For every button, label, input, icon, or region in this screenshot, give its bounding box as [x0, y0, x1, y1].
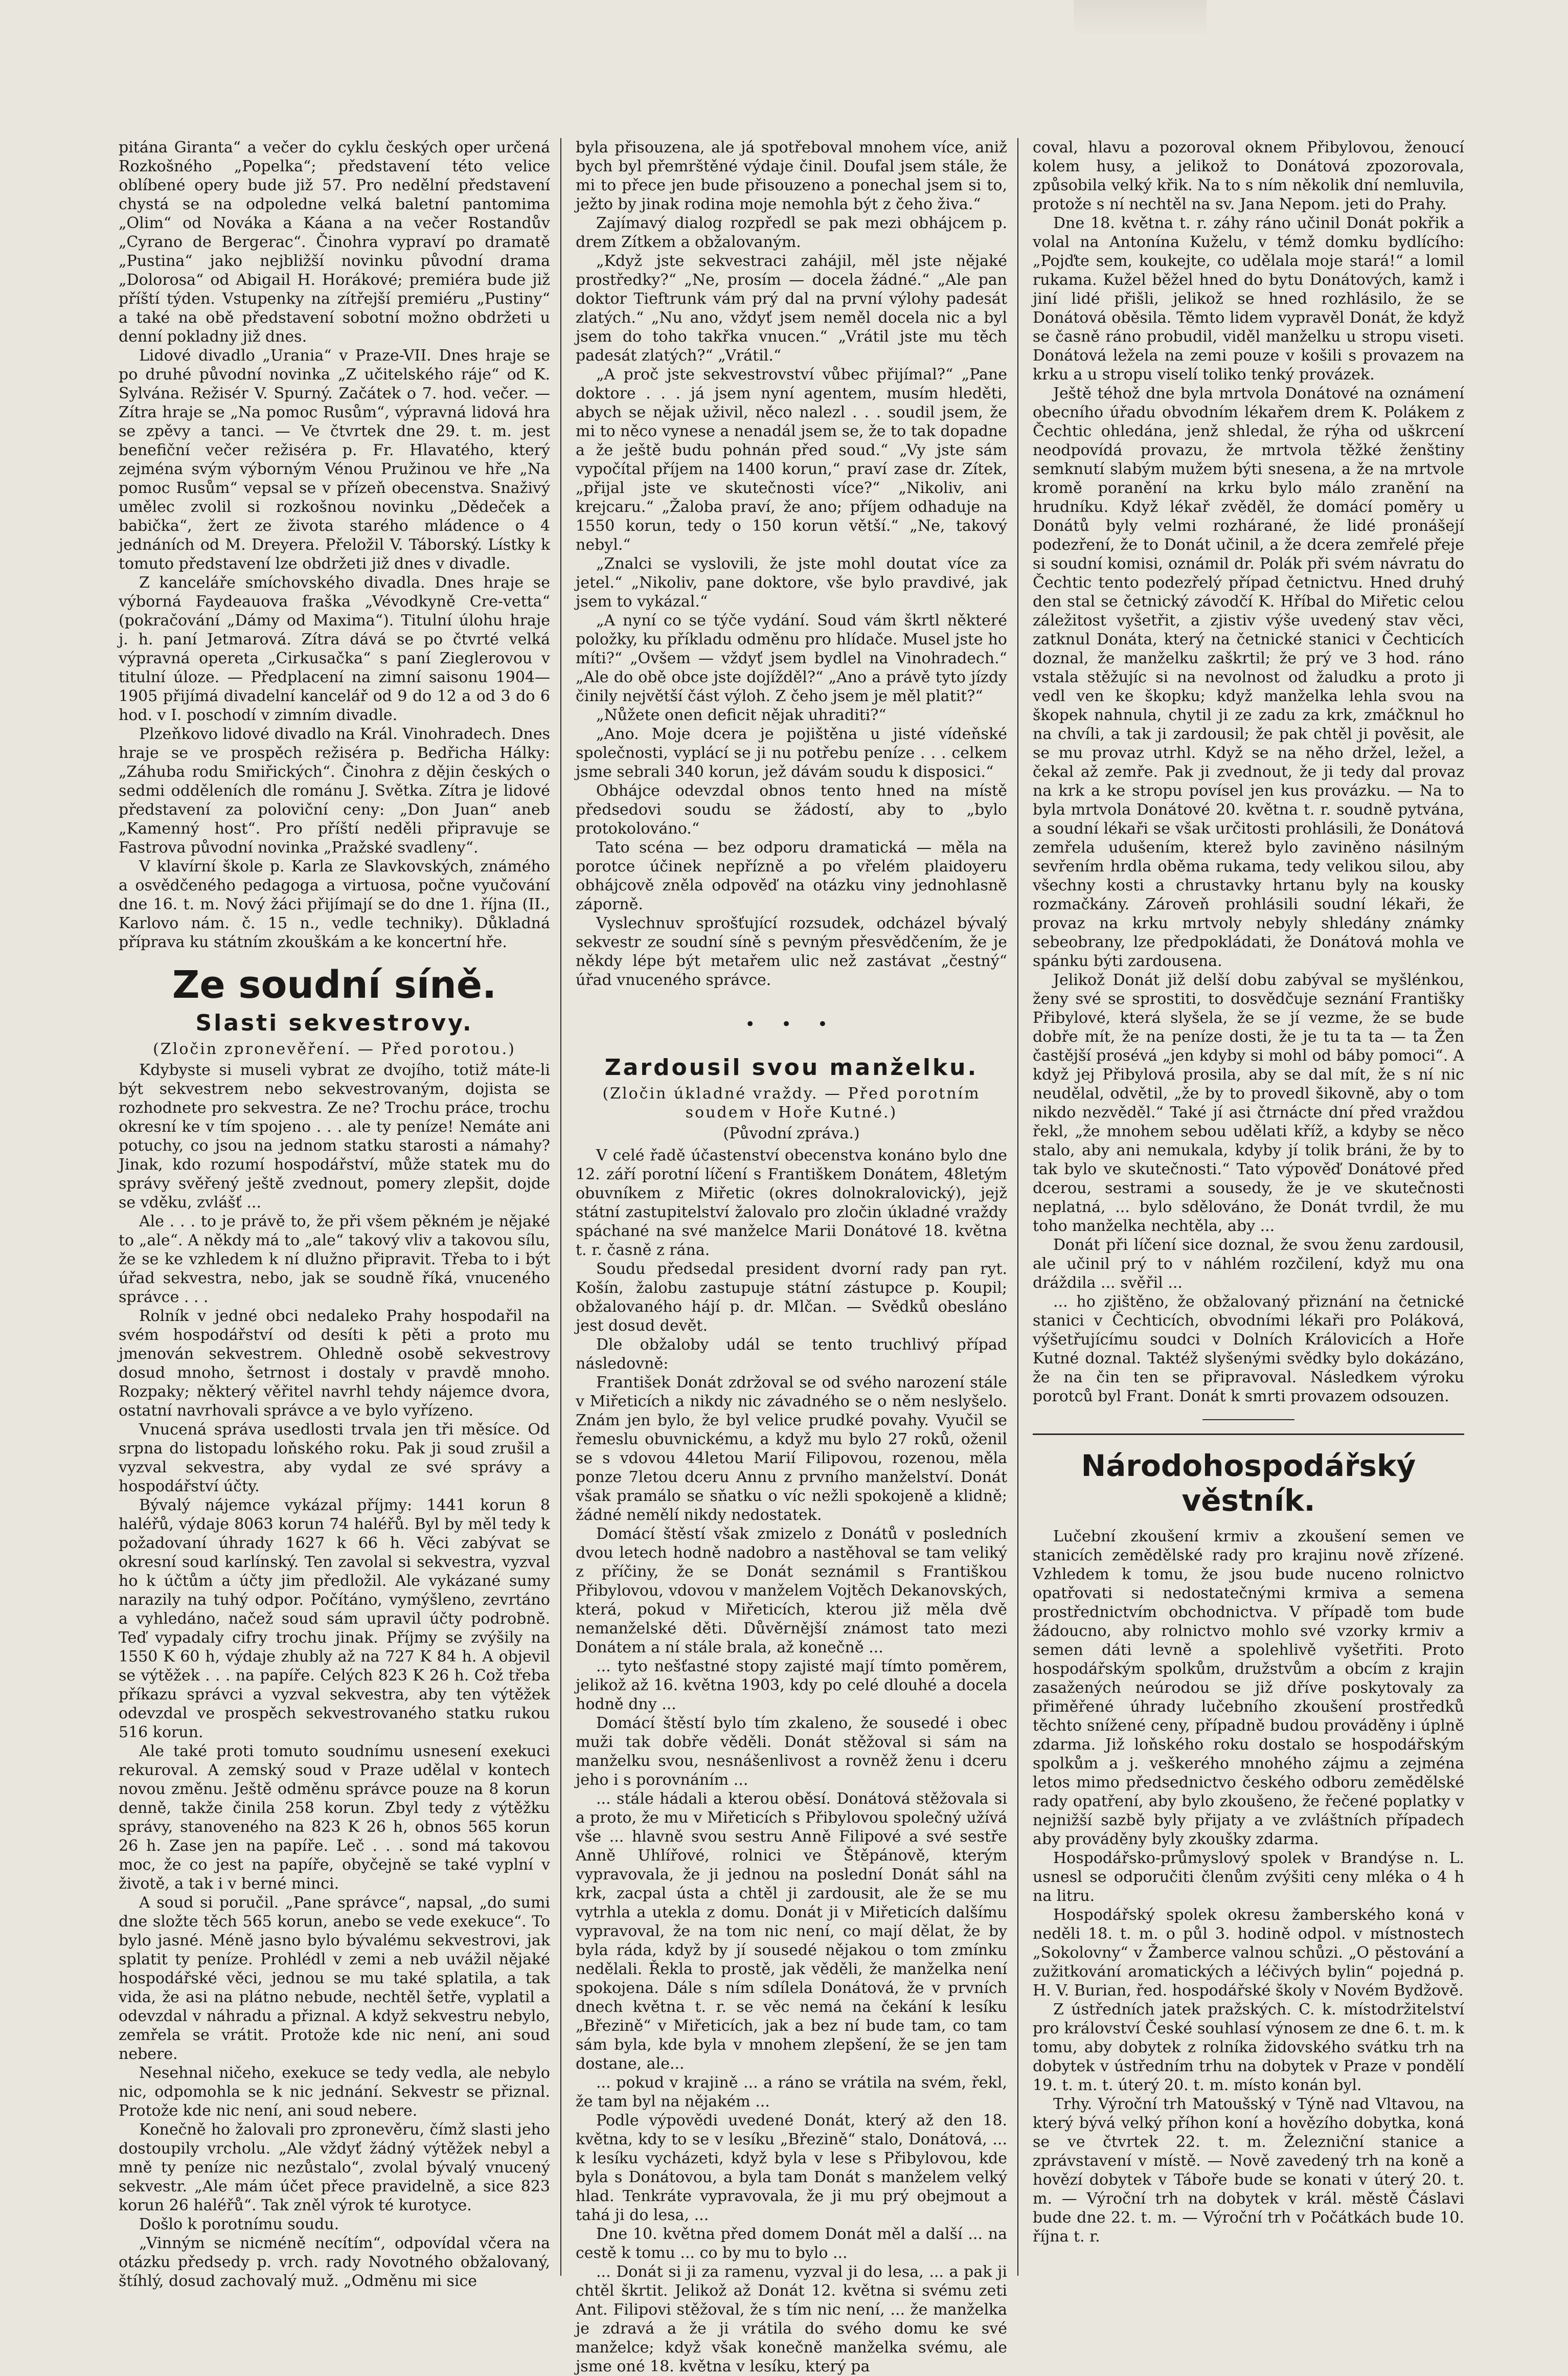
paragraph: ... ho zjištěno, že obžalovaný přiznání na četnické stanici v Čechticích, obvodními lékaři pro Poláková, výšetřujícímu soudci v Dolních Královicích a Hoře Kutné doznal. Taktéž slyšenými svědky bylo dokázáno, že na čin ten se připravoval. Následkem výroku porotců byl Frant. Donát k smrti provazem odsouzen. [1033, 1293, 1464, 1405]
section-heading-court: Ze soudní síně. [172, 963, 497, 1007]
paragraph: Vnucená správa usedlosti trvala jen tři měsíce. Od srpna do listopadu loňského roku. Pak ji soud zrušil a vyzval sekvestra, aby vydal ze své správy a hospodářství účty. [119, 1421, 550, 1495]
section-separator-dots: • • • [745, 1014, 838, 1035]
article-title-zardousil: Zardousil svou manželku. [604, 1055, 979, 1081]
paragraph: Dne 18. května t. r. záhy ráno učinil Donát pokřik a volal na Antonína Kuželu, v témž domku bydlícího: „Pojďte sem, koukejte, co udělala moje stará!“ a lomil rukama. Kužel běžel hned do bytu Donátových, kamž i jiní lidé přišli, jelikož se hned rozhlásilo, že se Donátová oběsila. Těmto lidem vypravěl Donát, že když se časně ráno probudil, viděl manželku u stropu viseti. Donátová ležela na zemi pouze v košili s provazem na krku a u stropu viselí toliko tenký provázek. [1033, 214, 1464, 384]
paragraph: ... Donát si ji za ramenu, vyzval ji do lesa, ... a pak ji chtěl škrtit. Jelikož až Donát 12. května si svému zeti Ant. Filipovi stěžoval, že s tím nic není, ... že manželka je zdravá a že ji vrátila do svého domu ke své manželce; když však konečně manželka svému, ale jsme oné 18. května v lesíku, který pa [576, 2263, 1007, 2375]
paragraph: Ještě téhož dne byla mrtvola Donátové na oznámení obecního úřadu obvodním lékařem drem K. Polákem z Čechtic ohledána, jenž shledal, že rýha od uškrcení neodpovídá provazu, že mrtvola těžké ženštiny semknutí slabým mužem býti snesena, a že na mrtvole kromě poranění na krku bylo málo zranění na hrudníku. Když lékař zvěděl, že domácí poměry u Donátů byly velmi rozhárané, že lidé pronášejí podezření, že to Donát učinil, a že dcera zemřelé přeje si soudní komisi, oznámil dr. Polák při svém návratu do Čechtic tento podezřelý případ četnictvu. Hned druhý den stal se četnický závodčí K. Hříbal do Miřetic celou záležitost vyšetřit, a zjistiv výše uvedený stav věci, zatknul Donáta, který na četnické stanici v Čechticích doznal, že manželku zaškrtil; že prý ve 3 hod. ráno vstala stěžujíc si na nevolnost od žaludku a proto ji vedl ven ke škopku; když manželka lehla svou na škopek nahnula, chytil ji ze zadu za krk, zmáčknul ho na chvíli, a tak ji zardousil; že pak chtěl ji pověsit, ale se mu provaz utrhl. Když se na něho držel, ležel, a čekal až zemře. Pak ji zvednout, že ji tedy dal provaz na krk a ke stropu povísel jen kus provázku. — Na to byla mrtvola Donátové 20. května t. r. soudně pytvána, a soudní lékaři se však určitosti prohlásili, že Donátová zemřela udušením, kterež bylo zaviněno násilným sevřením hrdla oběma rukama, tedy velikou silou, aby všechny kosti a chrustavky hrtanu byly na kousky rozmačkány. Zároveň prohlásili soudní lékaři, že provaz na krku mrtvoly nebyly shledány známky sebeobrany, lze předpokládati, že Donátová mohla ve spánku býti zardousena. [1033, 385, 1464, 970]
divider [1033, 1433, 1464, 1435]
paragraph: Plzeňkovo lidové divadlo na Král. Vinohradech. Dnes hraje se ve prospěch režiséra p. Bedřicha Hálky: „Záhuba rodu Smiřických“. Činohra z dějin českých o sedmi odděleních dle románu J. Světka. Zítra je lidové představení za poloviční ceny: „Don Juan“ aneb „Kamenný host“. Pro příští neděli připravuje se Fastrova původní novinka „Pražské svadleny“. [119, 725, 550, 857]
paragraph: Kdybyste si museli vybrat ze dvojího, totiž máte-li být sekvestrem nebo sekvestrovaným, dojista se rozhodnete pro sekvestra. Ze ne? Trochu práce, trochu okresní ke v tím spojeno . . . ale ty peníze! Nemáte ani potuchy, co jsou na jednom statku starosti a námahy? Jinak, kdo rozumí hospodářství, může statek mu do správy svěřený ještě zvednout, pomery zlepšit, dojde se vděku, zvlášť ... [119, 1061, 550, 1212]
column-2 [576, 138, 1018, 2375]
paragraph: ... stále hádali a kterou oběsí. Donátová stěžovala si a proto, že mu v Miřeticích s Přibylovou společný užívá vše ... hlavně svou sestru Anně Filipové a své sestře Anně Uhlířové, rolnici ve Štěpánově, kterým vypravovala, že ji jednou na poslední Donát sáhl na krk, zacpal ústa a chtěl ji zardousit, ale že se mu vytrhla a utekla z domu. Donát ji v Miřeticích dalšímu vypravoval, že na tom nic není, co mají dělat, že by byla ráda, když by jí sousedé nějakou o tom zmínku nedělali. Řekla to prostě, jak věděli, že manželka není spokojena. Dále s ním sdílela Donátová, že v prvních dnech května t. r. se věc nemá na čekání k lesíku „Březině“ v Miřeticích, jak a bez ní bude tam, co tam sám byla, kde byla v mnohem zlepšení, že se jen tam dostane, ale... [576, 1790, 1007, 2073]
column-1 [119, 138, 561, 2290]
paragraph: Trhy. Výroční trh Matoušský v Týně nad Vltavou, na který bývá velký příhon koní a hovězího dobytka, koná se ve čtvrtek 22. t. m. Železniční stanice a zprávstavení v místě. — Nově zavedený trh na koně a hovězí dobytek v Táboře bude se konati v úterý 20. t. m. — Výroční trh na dobytek v král. městě Čáslavi bude dne 22. t. m. — Výroční trh v Počátkách bude 10. října t. r. [1033, 2095, 1464, 2246]
paragraph: Podle výpovědi uvedené Donát, který až den 18. května, kdy to se v lesíku „Březině“ stalo, Donátová, ... k lesíku vycházeti, když byla v lese s Přibylovou, kde byla s Donátovou, a byla tam Donát s manželem velký hlad. Tenkráte vypravovala, že ji mu prý obejmout a tahá ji do lesa, ... [576, 2112, 1007, 2224]
paragraph: „Ano. Moje dcera je pojištěna u jisté vídeňské společnosti, vyplácí se ji nu potřebu peníze . . . celkem jsme sebrali 340 korun, jež dávám soudu k disposici.“ [576, 725, 1007, 781]
paragraph: Vyslechnuv sprošťující rozsudek, odcházel bývalý sekvestr ze soudní síně s pevným přesvědčením, že je někdy lépe být metařem ulic než zastávat „čestný“ úřad vnuceného správce. [576, 914, 1007, 989]
paragraph: byla přisouzena, ale já spotřeboval mnohem více, aniž bych byl přemrštěné výdaje činil. Doufal jsem stále, že mi to přece jen bude přisouzeno a ponechal jsem si to, ježto by jinak rodina moje nemohla být z čeho živa.“ [576, 139, 1007, 213]
paragraph: Ale . . . to je právě to, že při všem pěkném je nějaké to „ale“. A někdy má to „ale“ takový vliv a takovou sílu, že se ke vzhledem k ní dlužno připravit. Třeba to i být úřad sekvestra, nebo, jak se soudně říká, vnuceného správce . . . [119, 1213, 550, 1306]
paragraph: Domácí štěstí však zmizelo z Donátů v posledních dvou letech hodně nadobro a nastěhoval se tam veliký z příčiny, že se Donát seznámil s Františkou Přibylovou, vdovou v manželem Vojtěch Dekanovských, která, pokud v Miřeticích, kterou již měla dvě nemanželské děti. Důvěrnější známost tato mezi Donátem a ní stále brala, až konečně ... [576, 1525, 1007, 1656]
paragraph: „Nůžete onen deficit nějak uhraditi?“ [596, 706, 887, 724]
paragraph: František Donát zdržoval se od svého narození stále v Miřeticích a nikdy nic závadného se o něm neslyšelo. Znám jen bylo, že byl velice prudké povahy. Vyučil se řemeslu obuvnickému, a když mu bylo 27 roků, oženil se s vdovou 44letou Marií Filipovou, rozenou, měla ponze 7letou dceru Annu z prvního manželství. Donát však pramálo se sňatku o víc nežli spokojeně a klidně; žádné nemělí nikdy nedostatek. [576, 1374, 1007, 1524]
paragraph: Nesehnal ničeho, exekuce se tedy vedla, ale nebylo nic, odpomohla se k nic jednání. Sekvestr se přiznal. Protože kde nic není, ani soud nebere. [119, 2064, 550, 2120]
article-title-sekvestr: Slasti sekvestrovy. [195, 1010, 473, 1036]
case-line: (Zločin úkladné vraždy. — Před porotním soudem v Hoře Kutné.) [602, 1085, 981, 1122]
paragraph: „Vinným se nicméně necítím“, odpovídal včera na otázku předsedy p. vrch. rady Novotného obžalovaný, štíhlý, dosud zachovalý muž. „Odměnu mi sice [119, 2234, 550, 2290]
paragraph: Lidové divadlo „Urania“ v Praze-VII. Dnes hraje se po druhé původní novinka „Z učitelského ráje“ od K. Sylvána. Režisér V. Spurný. Začátek o 7. hod. večer. — Zítra hraje se „Na pomoc Rusům“, výpravná lidová hra se zpěvy a tanci. — Ve čtvrtek dne 29. t. m. jest benefiční večer režiséra p. Fr. Hlavatého, který zejména svým výborným Vénou Pružinou ve hře „Na pomoc Rusům“ vepsal se v přízeň obecenstva. Snaživý umělec zvolil si rozkošnou novinku „Dědeček a babička“, žert ze života starého mládence o 4 jednáních od M. Dreyera. Přeložil V. Táborský. Lístky k tomuto představení lze obdržeti již dnes v divadle. [119, 347, 550, 573]
paragraph: Ale také proti tomuto soudnímu usnesení exekuci rekuroval. A zemský soud v Praze udělal v kontech novou změnu. Ještě odměnu správce pouze na 8 korun denně, takže činila 258 korun. Zbyl tedy z výtěžku správy, stanoveného na 823 K 26 h, obnos 565 korun 26 h. Zase jen na papíře. Leč . . . sond má takovou moc, že co jest na papíře, obyčejně se také vyplní v životě, a tak i v berné minci. [119, 1742, 550, 1893]
paragraph: Domácí štěstí bylo tím zkaleno, že sousedé i obec muži tak dobře věděli. Donát stěžoval si sám na manželku svou, nesnášenlivost a rovněž ženu i dceru jeho i s porovnáním ... [576, 1714, 1007, 1789]
paragraph: ... tyto nešťastné stopy zajisté mají tímto poměrem, jelikož až 16. května 1903, kdy po celé dlouhé a docela hodně dny ... [576, 1657, 1007, 1713]
paragraph: „Znalci se vyslovili, že jste mohl doutat více za jetel.“ „Nikoliv, pane doktore, vše bylo pravdivé, jak jsem to vykázal.“ [576, 555, 1007, 611]
paragraph: „Když jste sekvestraci zahájil, měl jste nějaké prostředky?“ „Ne, prosím — docela žádné.“ „Ale pan doktor Tieftrunk vám prý dal na první výlohy padesát zlatých.“ „Nu ano, vždyť jsem neměl docela nic a byl jsem do toho takřka vnucen.“ „Vrátil jste mu těch padesát zlatých?“ „Vrátil.“ [576, 252, 1007, 365]
paragraph: Donát při líčení sice doznal, že svou ženu zardousil, ale učinil prý to v náhlém rozčilení, když mu ona dráždila ... svěřil ... [1033, 1236, 1464, 1292]
paragraph: Jelikož Donát již delší dobu zabýval se myšlénkou, ženy své se sprostiti, to dosvědčuje seznání Františky Přibylové, která slyšela, že se jí vezme, že se bude dobře mít, že na peníze dosti, že je tu ta ta — ta Žen častější prosévá „jen kdyby si mohl od báby pomoci“. A když jej Přibylová prosila, aby se dal mít, že s ní nic neudělal, odvětil, „že by to provedl šikovně, aby o tom nikdo nezvěděl.“ Také jí asi čtrnácte dní před vraždou řekl, „že mnohem sebou udělati kříž, a kdyby se něco stalo, aby ani nemukala, kdyby jí tolik bráni, že by to tak bylo ve skutečnosti.“ Tato výpověď Donátové před dcerou, sestrami a sousedy, že je ve skutečnosti neplatná, ... bylo sdělováno, že Donát tvrdil, že mu toho manželka nechtěla, aby ... [1033, 971, 1464, 1235]
paragraph: Bývalý nájemce vykázal příjmy: 1441 korun 8 haléřů, výdaje 8063 korun 74 haléřů. Byl by měl tedy k požadovaní úhrady 1627 k 66 h. Věci zabývat se okresní soud karlínský. Ten zavolal si sekvestra, vyzval ho k účtům a účty jim předložil. Ale vykázané sumy narazily na tuhý odpor. Počítáno, vymýšleno, zevrtáno a vyhledáno, načež soud sám upravil účty podrobně. Teď vypadaly cifry trochu jinak. Příjmy se zvýšily na 1550 K 60 h, výdaje zhubly až na 727 K 84 h. A objevil se výtěžek . . . na papíře. Celých 823 K 26 h. Což třeba příkazu správci a vyzval sekvestra, aby ten výtěžek odevzdal ve prospěch sekvestrovaného statku rukou 516 korun. [119, 1496, 550, 1741]
top-page-smudge [1074, 0, 1207, 36]
paragraph: Rolník v jedné obci nedaleko Prahy hospodařil na svém hospodářství od desíti k pěti a proto mu jmenován sekvestrem. Ohledně osobě sekvestrovy dosud mnoho, šetrnost i dostaly v pravdě mnoho. Rozpaky; některý věřitel navrhl tehdy nájemce dvora, ostatní navrhovali správce a ve bylo vyřízeno. [119, 1307, 550, 1420]
paragraph: Lučební zkoušení krmiv a zkoušení semen ve stanicích zemědělské rady pro krajinu nově zřízené. Vzhledem k tomu, že jsou bude nuceno rolnictvo opatřovati si nedostatečnými krmiva a semena prostřednictvím obchodnictva. V případě tom bude žádoucno, aby rolnictvo mohlo své vzorky krmiv a semen dáti levně a spolehlivě vyšetřiti. Proto hospodářským spolkům, družstvům a obcím z krajin zasažených neúrodou se již dříve poskytovaly za přiměřené úhrady lučebního zkoušení prostředků těchto snížené ceny, případně budou prováděny i úplně zdarma. Již loňského roku dostalo se hospodářským spolkům a j. veškerého mnohého zájmu a zejména letos mimo předsednictvo českého odboru zemědělské rady opatření, aby bylo zkoušeno, že řečené poplatky v nejnižší sazbě byly přijaty a ve zvláštních případech aby prováděny byly zkoušky zdarma. [1033, 1528, 1464, 1848]
section-heading-economy: Národohospodářský věstník. [1081, 1448, 1416, 1518]
paragraph: Tato scéna — bez odporu dramatická — měla na porotce účinek nepřízně a po vřelém plaidoyeru obhájcově zněla odpověď na otázku viny jednohlasně záporně. [576, 839, 1007, 913]
paragraph: pitána Giranta“ a večer do cyklu českých oper určená Rozkošného „Popelka“; představení této velice oblíbené opery bude již 57. Pro nedělní představení chystá se na odpoledne velká baletní pantomima „Olim“ od Nováka a Káana a na večer Rostandův „Cyrano de Bergerac“. Činohra vypraví po dramatě „Pustina“ jako nejbližší novinku původní drama „Dolorosa“ od Abigail H. Horákové; premiéra bude již příští týden. Vstupenky na zítřejší premiéru „Pustiny“ a také na obě představení sobotní možno obdržeti u denní pokladny již dnes. [119, 139, 550, 346]
paragraph: ... pokud v krajině ... a ráno se vrátila na svém, řekl, že tam byl na nějakém ... [576, 2074, 1007, 2111]
paragraph: „A nyní co se týče vydání. Soud vám škrtl některé položky, ku příkladu odměnu pro hlídače. Musel jste ho míti?“ „Ovšem — vždyť jsem bydlel na Vinohradech.“ „Ale do obě obce jste dojížděl?“ „Ano a právě tyto jízdy činily největší část výloh. Z čeho jsem je měl platit?“ [576, 612, 1007, 705]
source-line: (Původní zpráva.) [723, 1125, 860, 1142]
divider [1202, 1419, 1294, 1420]
case-line: (Zločin zpronevěření. — Před porotou.) [153, 1040, 516, 1058]
paragraph: Došlo k porotnímu soudu. [139, 2215, 339, 2233]
paragraph: Z ústředních jatek pražských. C. k. místodržitelství pro království České souhlasí výnosem ze dne 6. t. m. k tomu, aby dobytek z rolníka židovského svátku trh na dobytek v ústředním trhu na dobytek v Praze v pondělí 19. t. m. t. úterý 20. t. m. místo konán byl. [1033, 2001, 1464, 2094]
paragraph: V klavírní škole p. Karla ze Slavkovských, známého a osvědčeného pedagoga a virtuosa, počne vyučování dne 16. t. m. Nový žáci přijímají se do dne 1. října (II., Karlovo nám. č. 15 n., vedle techniky). Důkladná příprava ku státním zkouškám a ke koncertní hře. [119, 858, 550, 951]
paragraph: „A proč jste sekvestrovství vůbec přijímal?“ „Pane doktore . . . já jsem nyní agentem, musím hleděti, abych se nějak uživil, něco nalezl . . . soudil jsem, že mi to něco vynese a nenadál jsem se, že to tak dopadne a že ještě budu pohnán před soud.“ „Vy jste sám vypočítal příjem na 1400 korun,“ praví zase dr. Zítek, „přijal jste ve skutečnosti více?“ „Nikoliv, ani krejcaru.“ „Žaloba praví, že ano; příjem odhaduje na 1550 korun, tedy o 150 korun větší.“ „Ne, takový nebyl.“ [576, 366, 1007, 554]
paragraph: Dle obžaloby udál se tento truchlivý případ následovně: [576, 1336, 1007, 1373]
paragraph: Dne 10. května před domem Donát měl a další ... na cestě k tomu ... co by mu to bylo ... [576, 2225, 1007, 2262]
paragraph: Hospodářsko-průmyslový spolek v Brandýse n. L. usnesl se odporučiti členům zvýšiti ceny mléka o 4 h na litru. [1033, 1849, 1464, 1905]
paragraph: Soudu předsedal president dvorní rady pan ryt. Košín, žalobu zastupuje státní zástupce p. Koupil; obžalovaného hájí p. dr. Mlčan. — Svědků obesláno jest dosud devět. [576, 1260, 1007, 1335]
newspaper-page [119, 138, 1464, 2375]
paragraph: Zajímavý dialog rozpředl se pak mezi obhájcem p. drem Zítkem a obžalovaným. [576, 214, 1007, 251]
paragraph: V celé řadě účastenství obecenstva konáno bylo dne 12. září porotní líčení s Františkem Donátem, 48letým obuvníkem z Miřetic (okres dolnokralovický), jejž státní zastupitelství žalovalo pro zločin úkladné vraždy spáchané na své manželce Marii Donátové 18. května t. r. časně z rána. [576, 1147, 1007, 1259]
paragraph: Hospodářský spolek okresu žamberského koná v neděli 18. t. m. o půl 3. hodině odpol. v místnostech „Sokolovny“ v Žamberce valnou schůzi. „O pěstování a zužitkování aromatických a léčivých bylin“ pojedná p. H. V. Burian, řed. hospodářské školy v Novém Bydžově. [1033, 1906, 1464, 2000]
paragraph: Obhájce odevzdal obnos tento hned na místě předsedovi soudu se žádostí, aby to „bylo protokolováno.“ [576, 782, 1007, 838]
paragraph: A soud si poručil. „Pane správce“, napsal, „do sumi dne složte těch 565 korun, anebo se vede exekuce“. To bylo jasné. Méně jasno bylo bývalému sekvestrovi, jak splatit ty peníze. Prohlédl v zemi a neb uvážil nějaké hospodářské věci, jednou se mu také splatila, a tak vida, že asi na plátno nebude, nechtěl šetře, vyplatil a odevzdal v náhradu a přiznal. A když sekvestru nebylo, zemřela se vrátit. Protože kde nic není, ani soud nebere. [119, 1894, 550, 2063]
paragraph: Konečně ho žalovali pro zpronevěru, čímž slasti jeho dostoupily vrcholu. „Ale vždyť žádný výtěžek nebyl a mně ty peníze nic nezůstalo“, zvolal bývalý vnucený sekvestr. „Ale mám účet přece pravidelně, a sice 823 korun 26 haléřů“. Tak zněl výrok té kurotyce. [119, 2121, 550, 2214]
paragraph: Z kanceláře smíchovského divadla. Dnes hraje se výborná Faydeauova fraška „Vévodkyně Cre-vetta“ (pokračování „Dámy od Maxima“). Titulní úlohu hraje j. h. paní Jetmarová. Zítra dává se po čtvrté velká výpravná opereta „Cirkusačka“ s paní Zieglerovou v titulní úloze. — Předplacení na zimní saisonu 1904—1905 přijímá divadelní kancelář od 9 do 12 a od 3 do 6 hod. v I. poschodí v zimním divadle. [119, 574, 550, 724]
column-3 [1033, 138, 1464, 2276]
paragraph: coval, hlavu a pozoroval oknem Přibylovou, ženoucí kolem husy, a jelikož to Donátová zpozorovala, způsobila velký křik. Na to s ním několik dní nemluvila, protože s ní nechtěl na sv. Jana Nepom. jeti do Prahy. [1033, 139, 1464, 213]
